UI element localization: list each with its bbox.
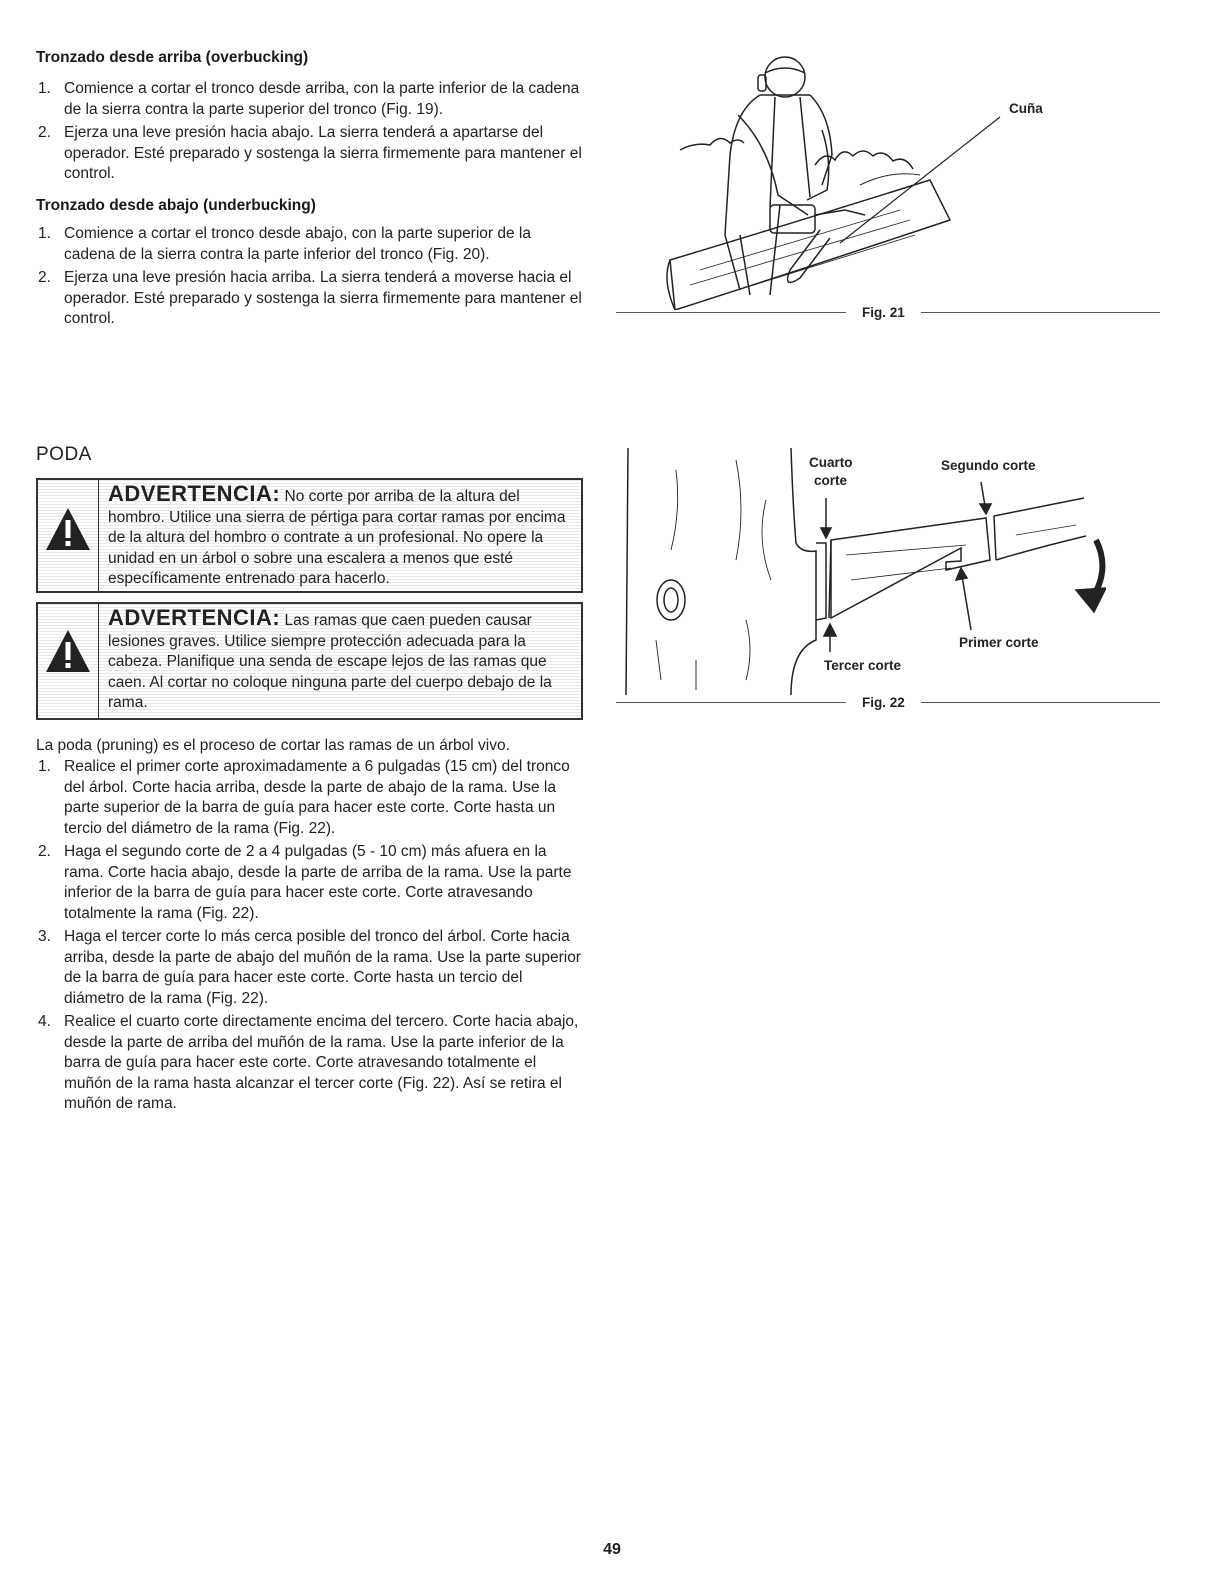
list-item: 4. Realice el cuarto corte directamente encima del tercero. Corte hacia abajo, desde la parte de arriba del muñón de la rama. Use la parte inferior de la barra de guía para hacer este corte. Corte atravesando totalmente el muñón de la rama hasta alcanzar el tercer corte (Fig. 22). Así se retira el muñón de rama. <box>38 1013 579 1112</box>
fig22-label-tercer: Tercer corte <box>824 658 902 673</box>
fig21-label-cuna: Cuña <box>1009 101 1043 116</box>
fig22-label-cuarto-2: corte <box>814 473 848 488</box>
list-item: 2. Haga el segundo corte de 2 a 4 pulgadas (5 - 10 cm) más afuera en la rama. Corte hacia abajo, desde la parte de arriba de la rama. Use la parte inferior de la barra de guía para hacer este corte. Corte atravesando totalmente la rama (Fig. 22). <box>38 843 572 922</box>
fig21-illustration <box>660 55 1080 310</box>
fig22-label-cuarto-1: Cuarto <box>809 455 853 470</box>
fig21-caption: Fig. 21 <box>616 305 1160 320</box>
underbucking-steps <box>36 224 586 333</box>
poda-steps <box>36 757 586 1118</box>
warning-icon <box>38 480 99 591</box>
fig22-caption: Fig. 22 <box>616 695 1160 710</box>
fig22-label-segundo: Segundo corte <box>941 458 1036 473</box>
fig22-label-primer: Primer corte <box>959 635 1039 650</box>
list-item: 1. Comience a cortar el tronco desde arriba, con la parte inferior de la cadena de la sierra contra la parte superior del tronco (Fig. 19). <box>38 80 580 118</box>
warning-box-2: ADVERTENCIA: Las ramas que caen pueden causar lesiones graves. Utilice siempre protección adecuada para la cabeza. Planifique una senda de escape lejos de las ramas que caen. Al cortar no coloque ninguna parte del cuerpo debajo de la rama. <box>36 602 583 720</box>
list-item: 1. Realice el primer corte aproximadamente a 6 pulgadas (15 cm) del tronco del árbol. Corte hacia arriba, desde la parte de abajo de la rama. Use la parte superior de la barra de guía para hacer este corte. Corte hasta un tercio del diámetro de la rama (Fig. 22). <box>38 758 570 837</box>
warning-box-1: ADVERTENCIA: No corte por arriba de la altura del hombro. Utilice una sierra de pértiga para cortar ramas por encima de la altura del hombro o contrate a un profesional. No opere la unidad en un árbol o sobre una escalera a menos que esté específicamente entrenado para hacerlo. <box>36 478 583 593</box>
section-title-poda: PODA <box>36 444 92 465</box>
list-item: 2. Ejerza una leve presión hacia abajo. La sierra tenderá a apartarse del operador. Esté preparado y sostenga la sierra firmemente para mantener el control. <box>38 124 582 182</box>
overbucking-title: Tronzado desde arriba (overbucking) <box>36 49 309 66</box>
underbucking-title: Tronzado desde abajo (underbucking) <box>36 197 316 214</box>
list-item: 1. Comience a cortar el tronco desde abajo, con la parte superior de la cadena de la sierra contra la parte inferior del tronco (Fig. 20). <box>38 225 531 263</box>
warning-icon <box>38 604 99 718</box>
poda-intro: La poda (pruning) es el proceso de cortar las ramas de un árbol vivo. <box>36 737 510 754</box>
list-item: 2. Ejerza una leve presión hacia arriba. La sierra tenderá a moverse hacia el operador. Esté preparado y sostenga la sierra firmemente para mantener el control. <box>38 269 582 327</box>
list-item: 3. Haga el tercer corte lo más cerca posible del tronco del árbol. Corte hacia arriba, desde la parte de abajo del muñón de la rama. Use la parte superior de la barra de guía para hacer este corte. Corte hasta un tercio del diámetro de la rama (Fig. 22). <box>38 928 581 1007</box>
page-number: 49 <box>603 1541 621 1558</box>
overbucking-steps <box>36 79 586 188</box>
